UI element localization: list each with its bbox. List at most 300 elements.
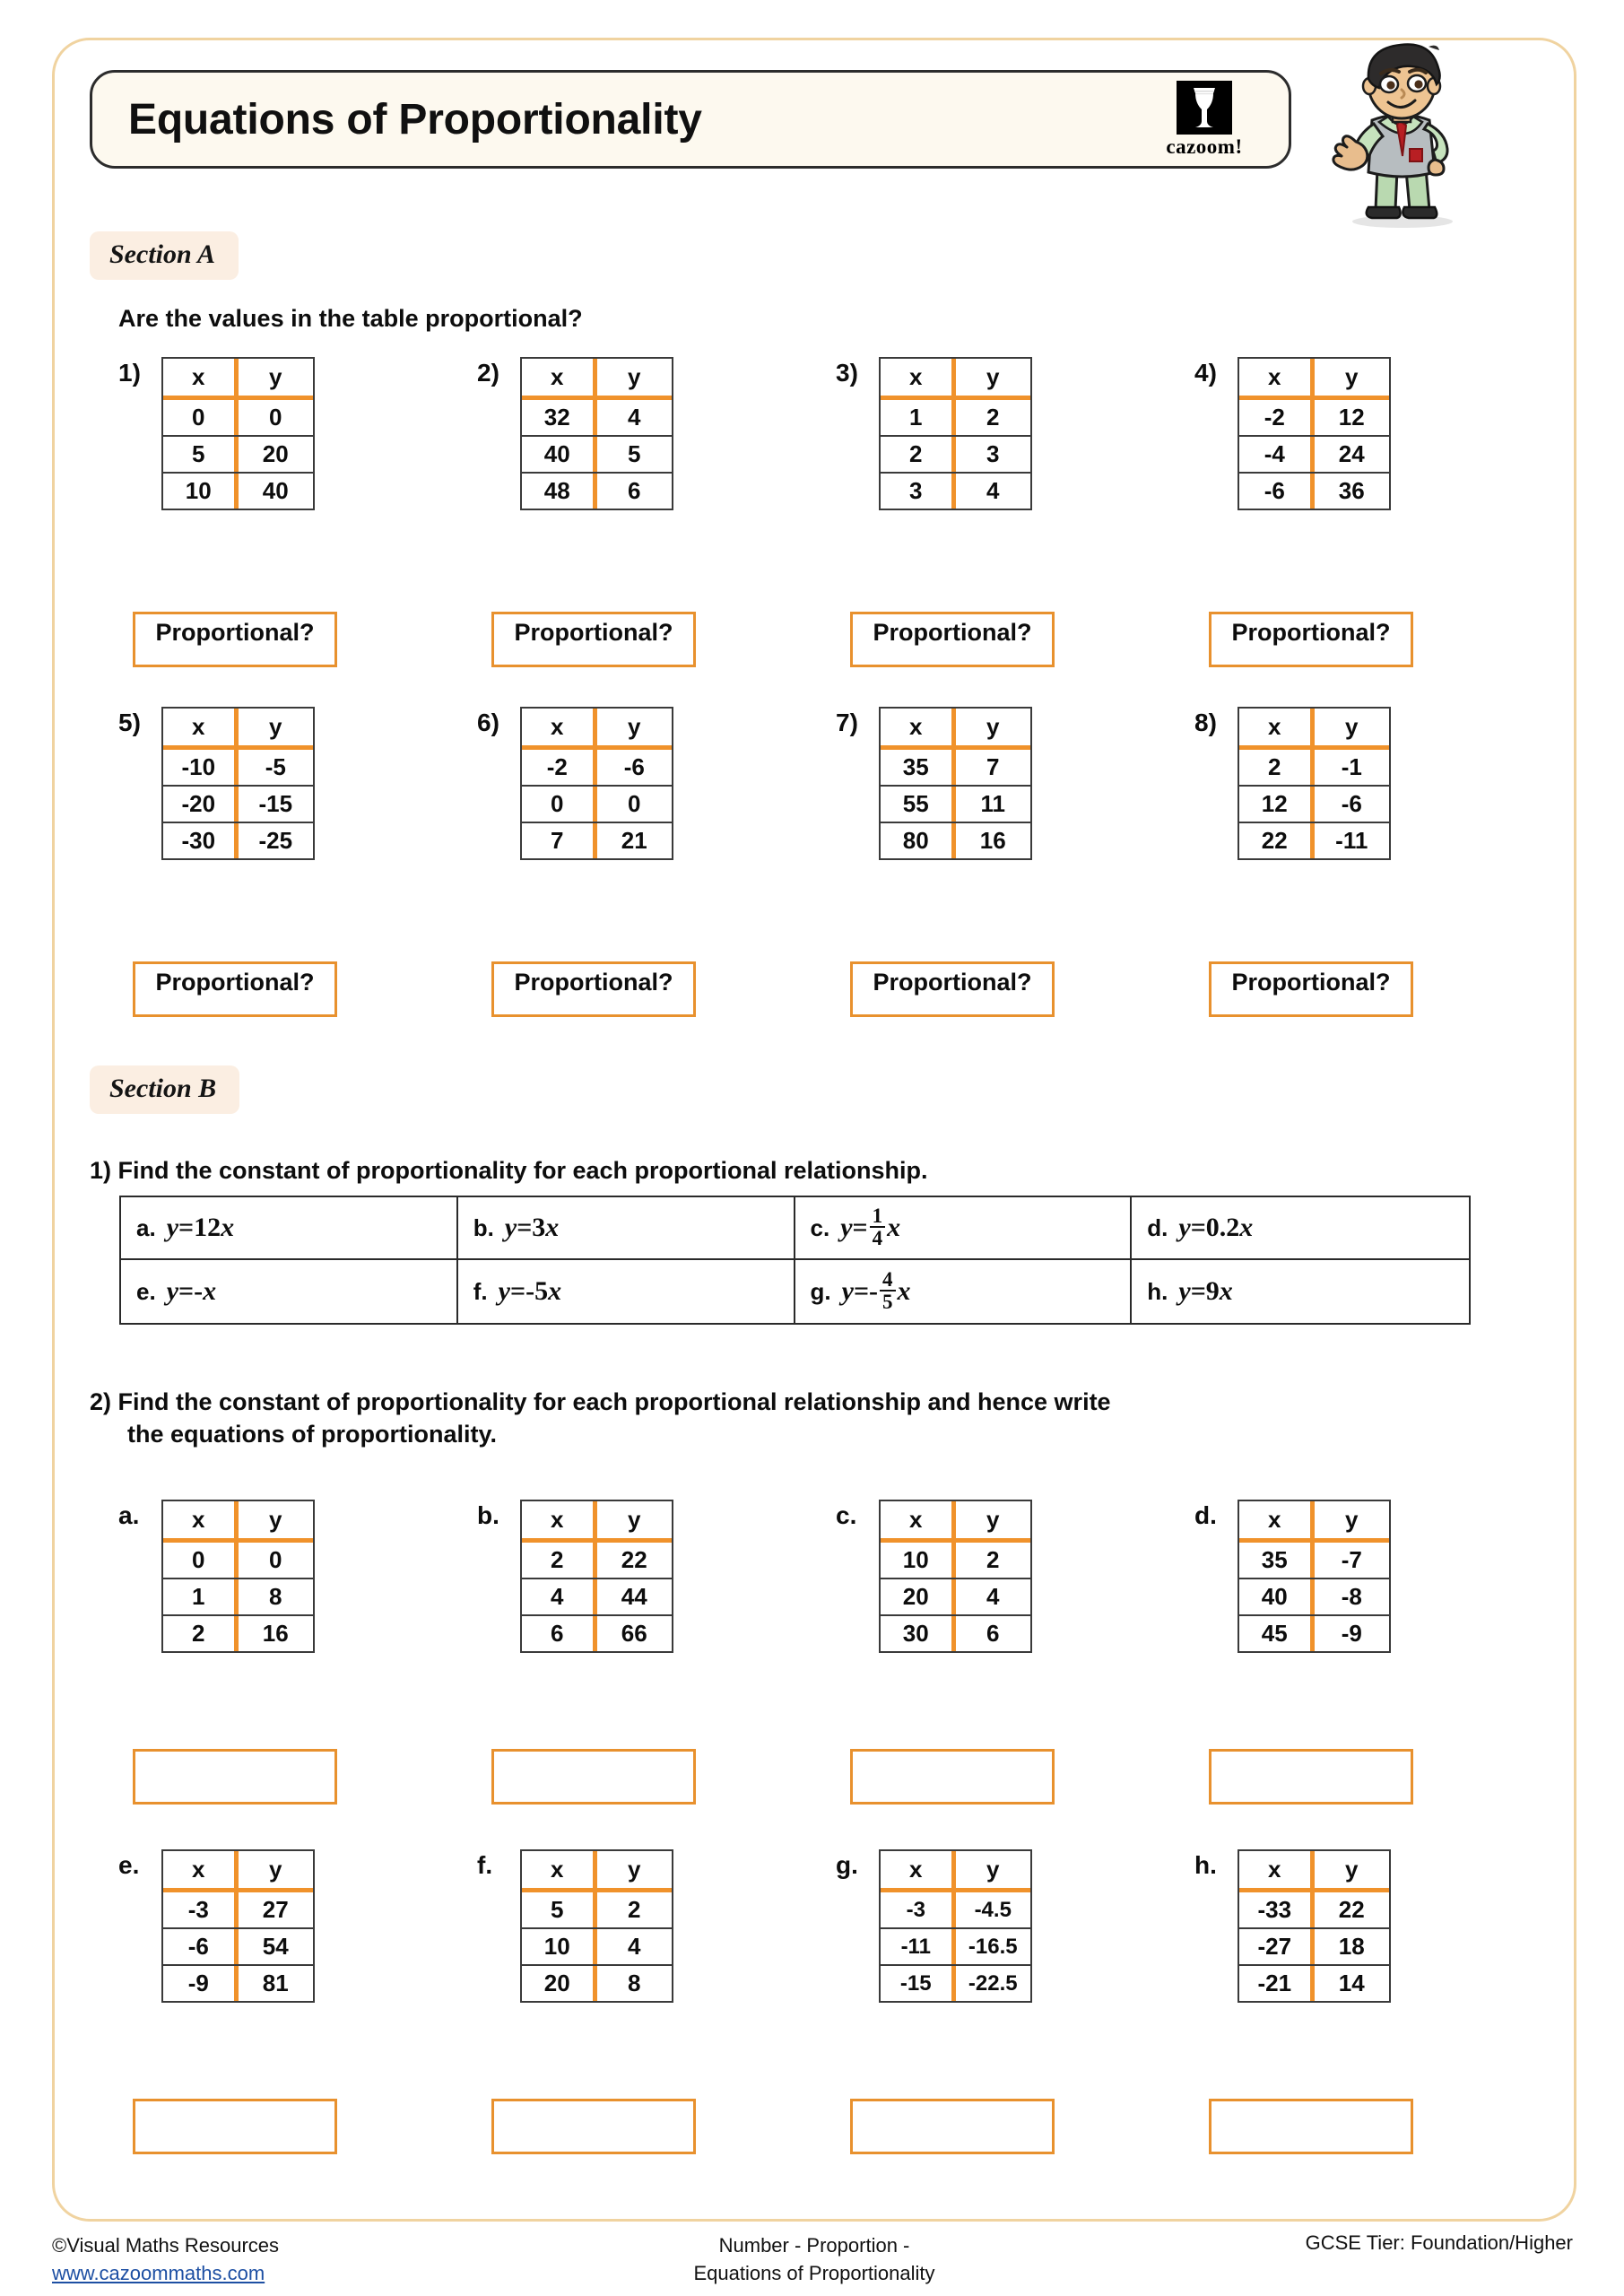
table-label: 5): [118, 709, 141, 736]
eq-sign: =: [509, 1276, 526, 1306]
table-label: 2): [477, 359, 499, 387]
table-header-row: [881, 709, 1030, 750]
table-label: a.: [118, 1501, 140, 1529]
cell-y: -9: [1341, 1620, 1362, 1647]
equation-cell-d: [1132, 1197, 1469, 1260]
eq-variable: x: [548, 1276, 562, 1306]
xy-table: [1238, 1500, 1391, 1653]
copyright-text: ©Visual Maths Resources: [52, 2234, 280, 2257]
cell-y: 2: [628, 1896, 641, 1923]
cell-x: 45: [1239, 1616, 1315, 1651]
table-label: b.: [477, 1501, 499, 1529]
header-y: y: [986, 1506, 1000, 1533]
header-x: x: [163, 359, 239, 396]
table-row: [163, 1927, 313, 1964]
table-row: [1239, 1543, 1389, 1578]
table-row: [881, 785, 1030, 822]
cell-y: 22: [621, 1546, 647, 1573]
section-b-question-1: 1) Find the constant of proportionality for each proportional relationship.: [90, 1157, 928, 1184]
equation-expression: [1178, 1213, 1253, 1243]
cell-y: 3: [986, 440, 1000, 467]
cell-x: 40: [522, 437, 597, 472]
xy-table: [161, 1849, 315, 2003]
table-row: [522, 822, 672, 858]
cell-y: 4: [628, 1933, 641, 1960]
table-row: [881, 1578, 1030, 1614]
table-row: [163, 435, 313, 472]
equation-expression: [167, 1276, 216, 1307]
cell-x: 2: [163, 1616, 239, 1651]
q2-line-1: 2) Find the constant of proportionality for each proportional relationship and hence write: [90, 1388, 1111, 1415]
table-row: [881, 1892, 1030, 1927]
cell-y: 2: [986, 404, 1000, 430]
table-row: [163, 750, 313, 785]
section-b-heading: Section B: [90, 1065, 239, 1114]
table-header-row: [522, 1501, 672, 1543]
page-footer: [52, 2231, 1576, 2292]
table-label: 7): [836, 709, 858, 736]
proportional-answer-box-7[interactable]: Proportional?: [850, 961, 1055, 1017]
cell-x: 55: [881, 787, 956, 822]
table-header-row: [522, 1851, 672, 1892]
cell-x: -2: [1239, 400, 1315, 435]
table-label: d.: [1194, 1501, 1217, 1529]
header-x: x: [881, 1501, 956, 1538]
cell-y: 18: [1338, 1933, 1365, 1960]
cell-x: -2: [522, 750, 597, 785]
cell-y: 11: [980, 790, 1005, 817]
table-row: [163, 1964, 313, 2001]
xy-table: [161, 1500, 315, 1653]
cell-x: 10: [881, 1543, 956, 1578]
equation-cell-e: [121, 1260, 458, 1323]
header-x: x: [522, 1501, 597, 1538]
eq-coefficient: 3: [532, 1213, 546, 1242]
header-x: x: [163, 709, 239, 745]
proportional-answer-box-2[interactable]: Proportional?: [491, 612, 696, 667]
eq-coefficient: -: [194, 1276, 204, 1306]
header-y: y: [1345, 1856, 1359, 1883]
equation-letter: h.: [1147, 1277, 1168, 1305]
fraction-denominator: 5: [880, 1290, 896, 1312]
header-x: x: [1239, 709, 1315, 745]
xy-table: [161, 707, 315, 860]
cell-x: -6: [1239, 474, 1315, 509]
cell-y: 6: [628, 477, 641, 504]
table-header-row: [163, 359, 313, 400]
cell-x: 5: [522, 1892, 597, 1927]
table-row: [163, 1578, 313, 1614]
cell-x: 20: [522, 1966, 597, 2001]
table-header-row: [163, 1851, 313, 1892]
xy-table: [520, 357, 673, 510]
header-x: x: [1239, 1851, 1315, 1888]
equation-answer-box-d[interactable]: [1209, 1749, 1413, 1805]
cell-y: -15: [258, 790, 293, 817]
equation-letter: c.: [810, 1213, 830, 1241]
eq-variable: x: [545, 1213, 560, 1242]
header-x: x: [522, 1851, 597, 1888]
cell-y: 5: [628, 440, 641, 467]
cell-x: -9: [163, 1966, 239, 2001]
cell-x: 20: [881, 1579, 956, 1614]
cell-y: 7: [986, 753, 1000, 780]
cell-y: -6: [1341, 790, 1362, 817]
xy-table: [879, 357, 1032, 510]
table-row: [1239, 822, 1389, 858]
table-header-row: [881, 359, 1030, 400]
equation-letter: a.: [136, 1213, 156, 1241]
cell-y: 20: [262, 440, 289, 467]
equations-grid: [119, 1196, 1471, 1325]
eq-variable: x: [887, 1213, 901, 1242]
cell-y: 21: [621, 827, 647, 854]
fraction-coefficient: [880, 1269, 896, 1313]
equation-cell-c: [795, 1197, 1133, 1260]
header-x: x: [881, 359, 956, 396]
table-row: [1239, 1964, 1389, 2001]
table-label: 8): [1194, 709, 1217, 736]
eq-lhs: y: [841, 1276, 854, 1306]
header-y: y: [628, 713, 641, 740]
topic-line-1: Number - Proportion -: [718, 2234, 910, 2257]
cell-x: 80: [881, 823, 956, 858]
table-row: [522, 400, 672, 435]
eq-sign: =: [178, 1276, 195, 1306]
website-link[interactable]: www.cazoommaths.com: [52, 2262, 265, 2285]
eq-negative-sign: -: [869, 1276, 879, 1306]
cell-y: 8: [628, 1970, 641, 1996]
xy-table: [879, 1500, 1032, 1653]
table-row: [522, 472, 672, 509]
cell-x: -6: [163, 1929, 239, 1964]
equation-letter: e.: [136, 1277, 156, 1305]
equation-letter: g.: [810, 1277, 831, 1305]
cell-y: -8: [1341, 1583, 1362, 1610]
cell-x: -3: [163, 1892, 239, 1927]
eq-lhs: y: [1178, 1276, 1191, 1306]
cell-y: 2: [986, 1546, 1000, 1573]
equation-answer-box-c[interactable]: [850, 1749, 1055, 1805]
equation-expression: [841, 1267, 911, 1314]
table-label: h.: [1194, 1851, 1217, 1879]
cell-y: 0: [269, 404, 282, 430]
equation-cell-b: [458, 1197, 795, 1260]
table-row: [881, 472, 1030, 509]
table-label: 4): [1194, 359, 1217, 387]
cell-y: 22: [1338, 1896, 1365, 1923]
header-x: x: [1239, 1501, 1315, 1538]
table-row: [522, 1614, 672, 1651]
table-row: [163, 472, 313, 509]
table-row: [881, 400, 1030, 435]
table-row: [1239, 1578, 1389, 1614]
table-row: [522, 1543, 672, 1578]
table-label: c.: [836, 1501, 857, 1529]
cell-x: 10: [522, 1929, 597, 1964]
table-label: 6): [477, 709, 499, 736]
section-a-heading: Section A: [90, 231, 239, 280]
xy-table: [520, 707, 673, 860]
xy-table: [1238, 707, 1391, 860]
equation-letter: d.: [1147, 1213, 1168, 1241]
mascot-illustration: [1309, 34, 1489, 230]
proportional-answer-box-6[interactable]: Proportional?: [491, 961, 696, 1017]
xy-table: [1238, 357, 1391, 510]
proportional-answer-box-8[interactable]: Proportional?: [1209, 961, 1413, 1017]
table-header-row: [1239, 1501, 1389, 1543]
xy-table: [520, 1849, 673, 2003]
table-row: [881, 822, 1030, 858]
eq-lhs: y: [166, 1213, 179, 1242]
cell-y: 36: [1338, 477, 1365, 504]
equation-cell-a: [121, 1197, 458, 1260]
xy-table: [879, 707, 1032, 860]
eq-variable: x: [1239, 1213, 1254, 1242]
eq-variable: x: [203, 1276, 217, 1306]
eq-coefficient: 9: [1205, 1276, 1220, 1306]
eq-variable: x: [1219, 1276, 1233, 1306]
header-x: x: [881, 1851, 956, 1888]
cell-x: 48: [522, 474, 597, 509]
eq-sign: =: [852, 1213, 868, 1242]
xy-table: [1238, 1849, 1391, 2003]
cell-y: 54: [262, 1933, 289, 1960]
header-y: y: [1345, 1506, 1359, 1533]
cell-x: 2: [881, 437, 956, 472]
cell-x: 7: [522, 823, 597, 858]
cell-x: 0: [163, 1543, 239, 1578]
table-row: [163, 1614, 313, 1651]
header-y: y: [269, 1856, 282, 1883]
cell-x: -4: [1239, 437, 1315, 472]
table-row: [522, 1964, 672, 2001]
equation-cell-h: [1132, 1260, 1469, 1323]
table-row: [522, 785, 672, 822]
cell-y: 0: [628, 790, 641, 817]
equation-letter: b.: [473, 1213, 494, 1241]
eq-variable: x: [221, 1213, 235, 1242]
cell-y: -25: [258, 827, 293, 854]
header-x: x: [522, 359, 597, 396]
proportional-answer-box-3[interactable]: Proportional?: [850, 612, 1055, 667]
cell-x: 35: [881, 750, 956, 785]
equation-answer-box-f[interactable]: [491, 2099, 696, 2154]
table-row: [1239, 1927, 1389, 1964]
header-x: x: [1239, 359, 1315, 396]
waving-schoolboy-mascot: [1309, 34, 1489, 230]
cell-y: -1: [1341, 753, 1362, 780]
proportional-answer-box-4[interactable]: Proportional?: [1209, 612, 1413, 667]
table-header-row: [1239, 709, 1389, 750]
fraction-numerator: 4: [882, 1267, 893, 1291]
cell-x: 2: [522, 1543, 597, 1578]
eq-sign: =: [1190, 1276, 1206, 1306]
cell-y: -5: [265, 753, 286, 780]
cell-x: -11: [881, 1929, 956, 1964]
cell-y: 66: [621, 1620, 647, 1647]
table-row: [881, 750, 1030, 785]
cell-y: 24: [1338, 440, 1365, 467]
eq-sign: =: [517, 1213, 533, 1242]
table-label: 3): [836, 359, 858, 387]
table-row: [1239, 1892, 1389, 1927]
cell-x: -21: [1239, 1966, 1315, 2001]
cell-y: -4.5: [974, 1897, 1012, 1922]
eq-sign: =: [1190, 1213, 1206, 1242]
table-header-row: [881, 1851, 1030, 1892]
table-header-row: [522, 709, 672, 750]
header-x: x: [163, 1501, 239, 1538]
cazoom-logo: [1151, 81, 1258, 159]
cell-x: 2: [1239, 750, 1315, 785]
table-label: 1): [118, 359, 141, 387]
cell-y: 40: [262, 477, 289, 504]
table-row: [881, 1927, 1030, 1964]
cell-x: 3: [881, 474, 956, 509]
xy-table: [879, 1849, 1032, 2003]
equation-answer-box-h[interactable]: [1209, 2099, 1413, 2154]
table-row: [1239, 1614, 1389, 1651]
cell-x: 40: [1239, 1579, 1315, 1614]
cell-x: -33: [1239, 1892, 1315, 1927]
cell-y: 81: [262, 1970, 289, 1996]
cell-x: -10: [163, 750, 239, 785]
cell-y: -16.5: [968, 1934, 1018, 1959]
cell-x: 22: [1239, 823, 1315, 858]
eq-coefficient: 12: [194, 1213, 221, 1242]
q2-line-2: the equations of proportionality.: [127, 1421, 497, 1448]
equation-expression: [840, 1206, 900, 1250]
cell-x: 0: [163, 400, 239, 435]
xy-table: [520, 1500, 673, 1653]
table-header-row: [1239, 359, 1389, 400]
table-row: [881, 435, 1030, 472]
section-a-prompt: Are the values in the table proportional?: [118, 305, 583, 332]
equation-cell-f: [458, 1260, 795, 1323]
header-y: y: [628, 363, 641, 390]
logo-wordmark: cazoom!: [1166, 135, 1243, 158]
footer-tier: GCSE Tier: Foundation/Higher: [1305, 2231, 1573, 2254]
header-y: y: [986, 363, 1000, 390]
xy-table: [161, 357, 315, 510]
table-row: [522, 1892, 672, 1927]
table-row: [881, 1614, 1030, 1651]
cell-x: -3: [881, 1892, 956, 1927]
cell-x: 6: [522, 1616, 597, 1651]
header-y: y: [1345, 713, 1359, 740]
table-row: [1239, 435, 1389, 472]
header-y: y: [986, 1856, 1000, 1883]
eq-sign: =: [853, 1276, 870, 1306]
table-row: [1239, 400, 1389, 435]
cell-x: 0: [522, 787, 597, 822]
table-header-row: [163, 1501, 313, 1543]
djembe-drum-icon: [1177, 81, 1232, 135]
table-label: e.: [118, 1851, 140, 1879]
cell-y: -11: [1335, 827, 1368, 854]
eq-sign: =: [178, 1213, 195, 1242]
equation-expression: [505, 1213, 559, 1243]
eq-lhs: y: [166, 1276, 179, 1306]
table-row: [522, 750, 672, 785]
header-y: y: [986, 713, 1000, 740]
equation-answer-box-a[interactable]: [133, 1749, 337, 1805]
table-row: [163, 1892, 313, 1927]
table-header-row: [881, 1501, 1030, 1543]
table-row: [1239, 750, 1389, 785]
cell-x: 5: [163, 437, 239, 472]
header-y: y: [269, 1506, 282, 1533]
table-label: g.: [836, 1851, 858, 1879]
cell-y: -6: [623, 753, 645, 780]
equation-cell-g: [795, 1260, 1133, 1323]
equation-answer-box-g[interactable]: [850, 2099, 1055, 2154]
eq-lhs: y: [840, 1213, 853, 1242]
header-y: y: [269, 713, 282, 740]
table-row: [522, 1578, 672, 1614]
table-row: [163, 1543, 313, 1578]
eq-lhs: y: [504, 1213, 517, 1242]
table-label: f.: [477, 1851, 493, 1879]
cell-y: 16: [979, 827, 1006, 854]
cell-y: 4: [628, 404, 641, 430]
cell-y: 16: [262, 1620, 289, 1647]
cell-x: 12: [1239, 787, 1315, 822]
eq-lhs: y: [498, 1276, 510, 1306]
cell-y: 44: [621, 1583, 647, 1610]
table-header-row: [163, 709, 313, 750]
eq-lhs: y: [1178, 1213, 1191, 1242]
cell-y: 6: [986, 1620, 1000, 1647]
equation-answer-box-e[interactable]: [133, 2099, 337, 2154]
section-b-question-2: [90, 1386, 1542, 1450]
header-y: y: [628, 1506, 641, 1533]
cell-y: 8: [269, 1583, 282, 1610]
cell-y: -7: [1341, 1546, 1362, 1573]
table-row: [881, 1543, 1030, 1578]
table-row: [163, 785, 313, 822]
topic-line-2: Equations of Proportionality: [693, 2262, 935, 2285]
fraction-denominator: 4: [870, 1226, 886, 1248]
equation-expression: [1178, 1276, 1232, 1307]
cell-y: 14: [1338, 1970, 1365, 1996]
table-header-row: [1239, 1851, 1389, 1892]
cell-x: 10: [163, 474, 239, 509]
cell-y: 0: [269, 1546, 282, 1573]
header-y: y: [628, 1856, 641, 1883]
cell-y: -22.5: [968, 1970, 1018, 1996]
cell-y: 12: [1338, 404, 1365, 430]
table-row: [163, 822, 313, 858]
header-y: y: [1345, 363, 1359, 390]
eq-coefficient: -5: [525, 1276, 549, 1306]
table-header-row: [522, 359, 672, 400]
table-row: [1239, 785, 1389, 822]
cell-x: 32: [522, 400, 597, 435]
equation-answer-box-b[interactable]: [491, 1749, 696, 1805]
table-row: [1239, 472, 1389, 509]
title-bar: [90, 70, 1291, 169]
header-x: x: [881, 709, 956, 745]
header-x: x: [163, 1851, 239, 1888]
proportional-answer-box-1[interactable]: Proportional?: [133, 612, 337, 667]
proportional-answer-box-5[interactable]: Proportional?: [133, 961, 337, 1017]
cell-x: -30: [163, 823, 239, 858]
fraction-coefficient: [870, 1205, 886, 1249]
cell-x: 1: [881, 400, 956, 435]
header-y: y: [269, 363, 282, 390]
